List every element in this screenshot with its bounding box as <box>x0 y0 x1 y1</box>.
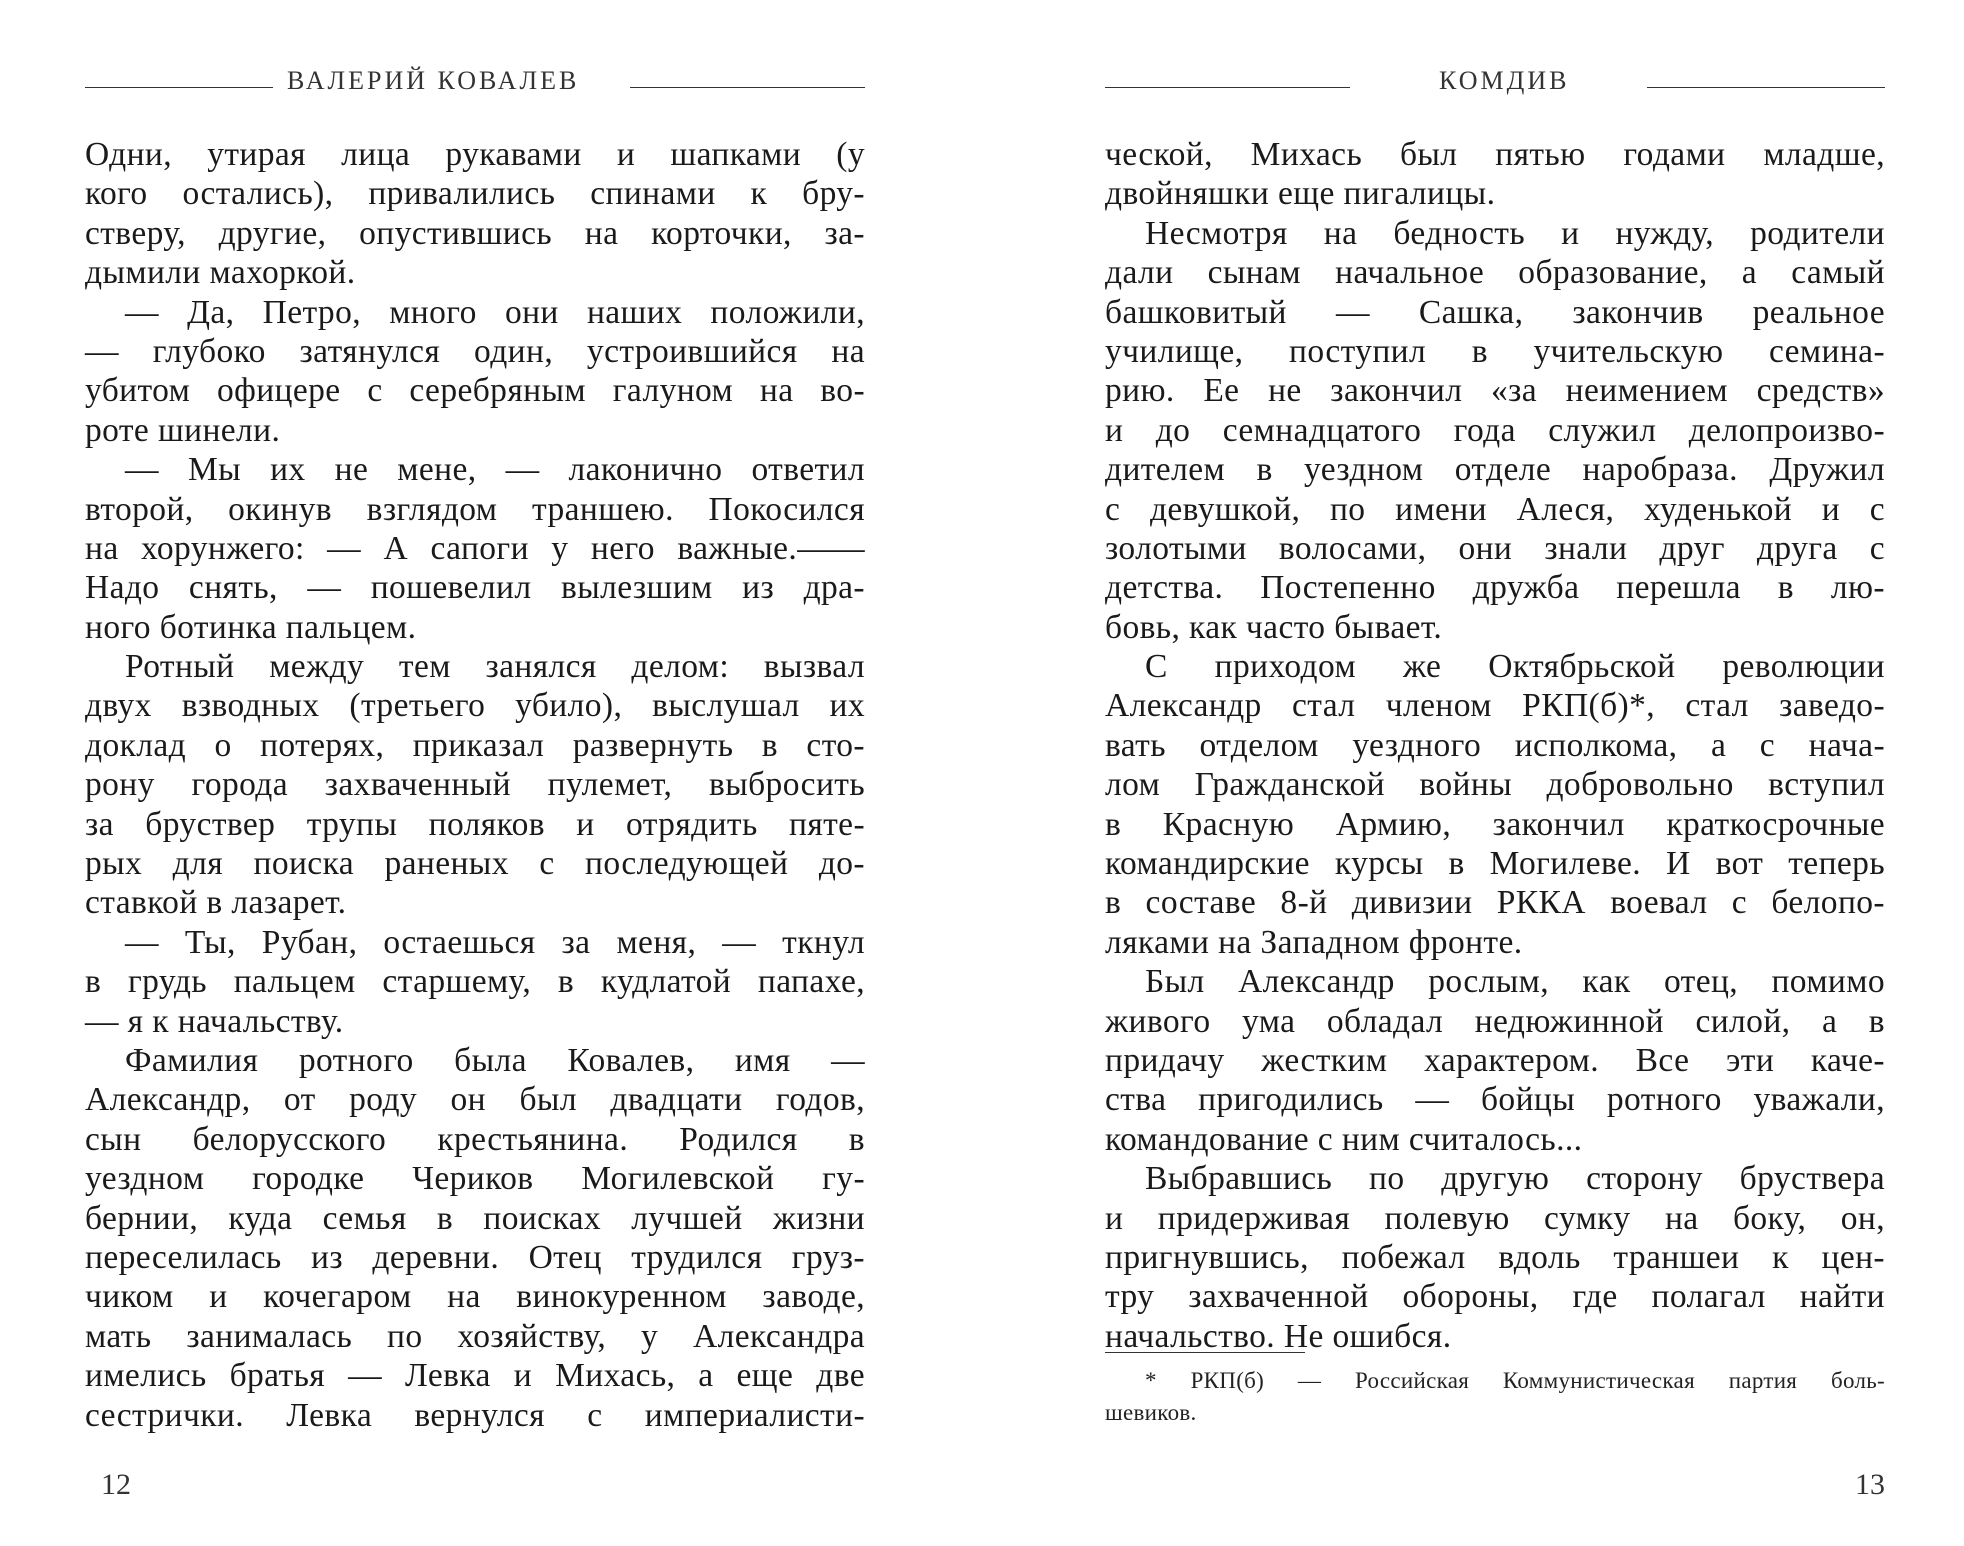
text-line: кого остались), привалились спинами к бру- <box>85 175 865 213</box>
text-line: ческой, Михась был пятью годами младше, <box>1105 136 1885 173</box>
page-number-left: 12 <box>101 1468 131 1501</box>
text-line: дителем в уездном отделе наробраза. Дружил <box>1105 451 1885 489</box>
text-line: в Красную Армию, закончил краткосрочные <box>1105 805 1885 843</box>
footnote <box>1105 1365 1885 1429</box>
text-line: придачу жестким характером. Все эти каче- <box>1105 1041 1885 1079</box>
page-number-right: 13 <box>1855 1468 1885 1501</box>
text-line: С приходом же Октябрьской революции <box>1145 648 1885 686</box>
text-line: с девушкой, по имени Алеся, худенькой и с <box>1105 490 1885 528</box>
text-line: ства пригодились — бойцы ротного уважали, <box>1105 1081 1885 1119</box>
text-line: — глубоко затянулся один, устроившийся на <box>85 332 865 370</box>
text-line: вать отделом уездного исполкома, а с нача- <box>1105 726 1885 764</box>
text-line: двух взводных (третьего убило), выслушал их <box>85 687 865 725</box>
text-line: Выбравшись по другую сторону бруствера <box>1145 1160 1885 1198</box>
text-line: второй, окинув взглядом траншею. Покосился <box>85 490 865 528</box>
book-title: КОМДИВ <box>1439 66 1570 95</box>
text-line: уездном городке Чериков Могилевской гу- <box>85 1160 865 1198</box>
text-line: в составе 8-й дивизии РККА воевал с белопо- <box>1105 884 1885 922</box>
running-head-right <box>1105 66 1885 106</box>
text-line: бернии, куда семья в поисках лучшей жизни <box>85 1199 865 1237</box>
head-rule-left-b <box>630 87 865 88</box>
text-line: — Мы их не мене, — лаконично ответил <box>125 451 865 489</box>
text-line: детства. Постепенно дружба перешла в лю- <box>1105 569 1885 607</box>
text-line: мать занималась по хозяйству, у Александра <box>85 1317 865 1355</box>
running-head-left <box>85 66 865 106</box>
text-line: командирские курсы в Могилеве. И вот теперь <box>1105 845 1885 883</box>
text-line: сестрички. Левка вернулся с империалисти- <box>85 1396 865 1434</box>
text-line: ного ботинка пальцем. <box>85 608 417 646</box>
text-line: — Да, Петро, много они наших положили, <box>125 293 865 331</box>
text-line: начальство. Не ошибся. <box>1105 1317 1452 1355</box>
text-line: двойняшки еще пигалицы. <box>1105 175 1496 213</box>
text-line: училище, поступил в учительскую семина- <box>1105 332 1885 370</box>
head-rule-right-a <box>1105 87 1350 88</box>
left-body-text <box>85 135 865 1435</box>
text-line: живого ума обладал недюжинной силой, а в <box>1105 1002 1885 1040</box>
footnote-line: * РКП(б) — Российская Коммунистическая партия боль- <box>1145 1368 1885 1393</box>
text-line: дымили махоркой. <box>85 254 356 292</box>
text-line: золотыми волосами, они знали друг друга с <box>1105 529 1885 567</box>
text-line: в грудь пальцем старшему, в кудлатой папахе, <box>85 963 865 1001</box>
text-line: за бруствер трупы поляков и отрядить пяте- <box>85 805 865 843</box>
text-line: лом Гражданской войны добровольно вступил <box>1105 766 1885 804</box>
text-line: Был Александр рослым, как отец, помимо <box>1145 963 1885 1001</box>
author-name: ВАЛЕРИЙ КОВАЛЕВ <box>287 66 580 95</box>
text-line: — Ты, Рубан, остаешься за меня, — ткнул <box>125 923 865 961</box>
text-line: стверу, другие, опустившись на корточки, за- <box>85 214 865 252</box>
text-line: сын белорусского крестьянина. Родился в <box>85 1120 865 1158</box>
text-line: Фамилия ротного была Ковалев, имя — <box>125 1041 865 1079</box>
text-line: рых для поиска раненых с последующей до- <box>85 845 865 883</box>
head-rule-right-b <box>1647 87 1885 88</box>
text-line: имелись братья — Левка и Михась, а еще две <box>85 1357 865 1395</box>
text-line: командование с ним считалось... <box>1105 1120 1583 1158</box>
text-line: пригнувшись, побежал вдоль траншеи к цен- <box>1105 1238 1885 1276</box>
text-line: на хорунжего: — А сапоги у него важные.—— <box>85 529 865 567</box>
text-line: и придерживая полевую сумку на боку, он, <box>1105 1199 1885 1237</box>
right-page <box>1105 0 1885 1546</box>
text-line: доклад о потерях, приказал развернуть в сто- <box>85 726 865 764</box>
left-page <box>85 0 865 1546</box>
right-body-text <box>1105 135 1885 1356</box>
text-line: Несмотря на бедность и нужду, родители <box>1145 214 1885 252</box>
text-line: ставкой в лазарет. <box>85 884 347 922</box>
text-line: бовь, как часто бывает. <box>1105 608 1443 646</box>
text-line: тру захваченной обороны, где полагал найти <box>1105 1278 1885 1316</box>
text-line: убитом офицере с серебряным галуном на во- <box>85 372 865 410</box>
text-line: Александр, от роду он был двадцати годов, <box>85 1081 865 1119</box>
footnote-rule <box>1105 1352 1305 1353</box>
footnote-line: шевиков. <box>1105 1400 1197 1425</box>
text-line: — я к начальству. <box>85 1002 344 1040</box>
text-line: Одни, утирая лица рукавами и шапками (у <box>85 136 865 173</box>
text-line: переселилась из деревни. Отец трудился груз- <box>85 1238 865 1276</box>
text-line: Ротный между тем занялся делом: вызвал <box>125 648 865 686</box>
head-rule-left-a <box>85 87 273 88</box>
text-line: чиком и кочегаром на винокуренном заводе, <box>85 1278 865 1316</box>
text-line: Надо снять, — пошевелил вылезшим из дра- <box>85 569 865 607</box>
text-line: и до семнадцатого года служил делопроизво- <box>1105 411 1885 449</box>
text-line: рону города захваченный пулемет, выбросить <box>85 766 865 804</box>
text-line: рию. Ее не закончил «за неимением средств» <box>1105 372 1885 410</box>
text-line: башковитый — Сашка, закончив реальное <box>1105 293 1885 331</box>
text-line: роте шинели. <box>85 411 281 449</box>
text-line: Александр стал членом РКП(б)*, стал заведо- <box>1105 687 1885 725</box>
text-line: дали сынам начальное образование, а самый <box>1105 254 1885 292</box>
text-line: ляками на Западном фронте. <box>1105 923 1523 961</box>
